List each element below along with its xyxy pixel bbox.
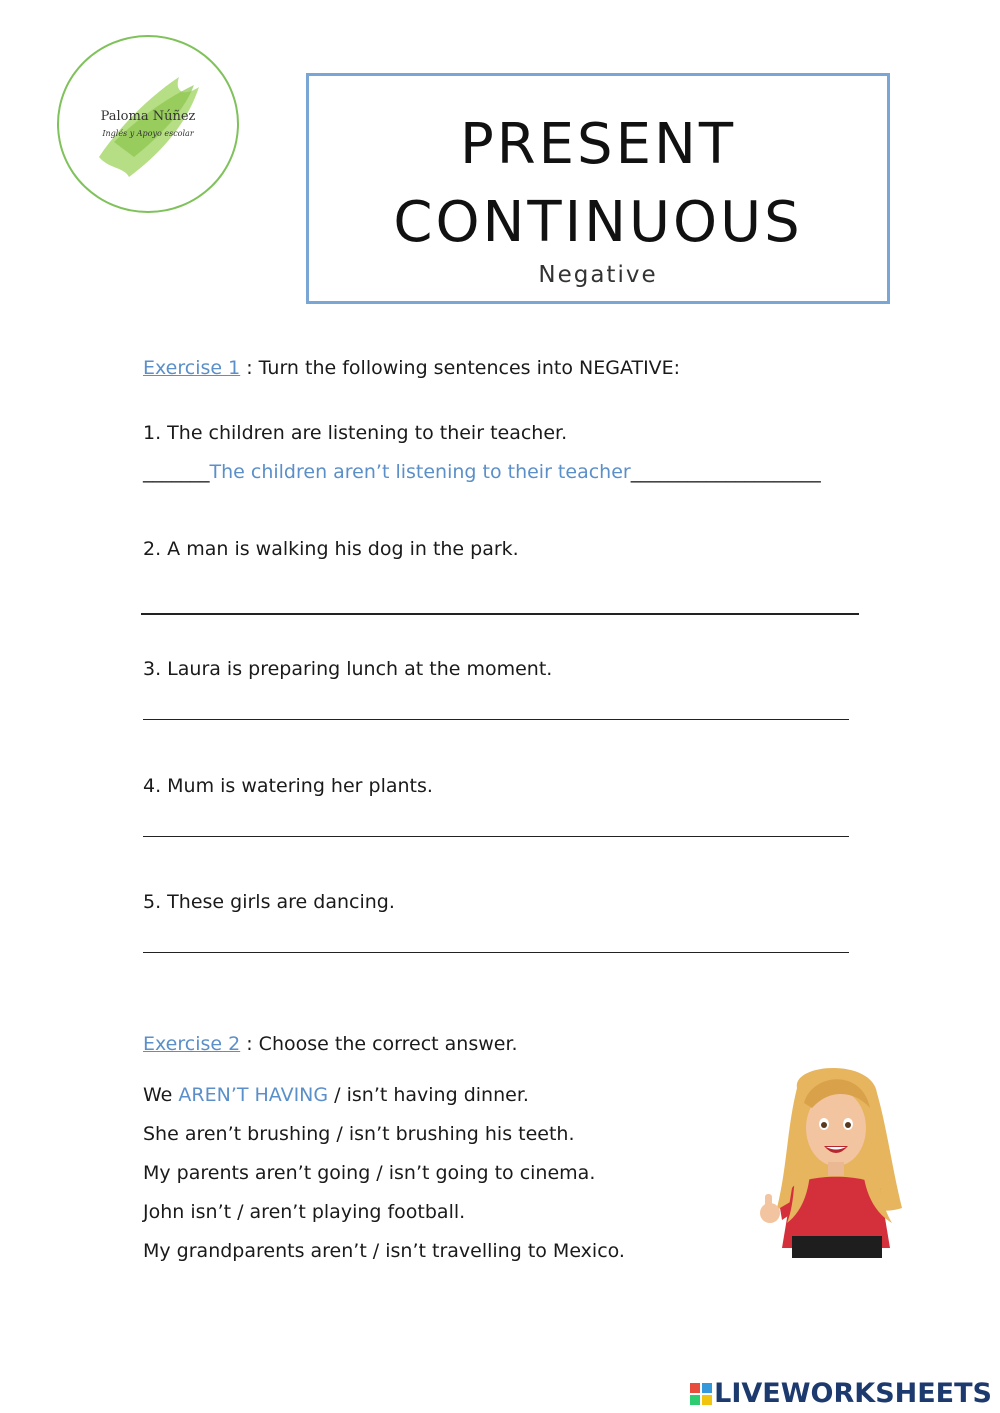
exercise-2-item-5[interactable]: My grandparents aren’t / isn’t travelling to Mexico.	[143, 1240, 625, 1262]
logo-name: Paloma Núñez	[100, 109, 196, 124]
title-box	[306, 73, 890, 304]
logo	[57, 35, 239, 213]
exercise-1-label: Exercise 1	[143, 357, 241, 379]
footer-brand: LIVEWORKSHEETS	[714, 1378, 992, 1409]
exercise-1-instruction: : Turn the following sentences into NEGATIVE:	[240, 357, 681, 379]
selected-answer[interactable]: AREN’T HAVING	[178, 1084, 329, 1106]
exercise-2-heading	[143, 1032, 518, 1056]
exercise-1-sentence-1: 1. The children are listening to their teacher.	[143, 422, 568, 444]
exercise-1-sentence-5: 5. These girls are dancing.	[143, 891, 395, 913]
logo-subtitle: Inglés y Apoyo escolar	[102, 129, 194, 138]
liveworksheets-footer[interactable]	[690, 1378, 992, 1409]
answer-line-5[interactable]	[143, 952, 849, 953]
answer-prefix-line: _______	[143, 461, 210, 483]
exercise-2-item-4[interactable]: John isn’t / aren’t playing football.	[143, 1201, 466, 1223]
exercise-1-answer-1	[143, 460, 821, 484]
liveworksheets-logo-icon	[690, 1383, 712, 1405]
exercise-2-label: Exercise 2	[143, 1033, 241, 1055]
title-line-2: CONTINUOUS	[393, 190, 803, 255]
item-1-before: We	[143, 1084, 179, 1106]
exercise-2-item-1	[143, 1083, 529, 1107]
answer-suffix-line: ____________________	[630, 461, 821, 483]
title-subtitle: Negative	[538, 262, 658, 288]
exercise-1-heading	[143, 356, 680, 380]
exercise-2-item-2[interactable]: She aren’t brushing / isn’t brushing his teeth.	[143, 1123, 575, 1145]
exercise-2-item-3[interactable]: My parents aren’t going / isn’t going to cinema.	[143, 1162, 596, 1184]
answer-line-3[interactable]	[143, 719, 849, 720]
exercise-1-sentence-2: 2. A man is walking his dog in the park.	[143, 538, 519, 560]
exercise-1-sentence-4: 4. Mum is watering her plants.	[143, 775, 433, 797]
item-1-after: / isn’t having dinner.	[328, 1084, 529, 1106]
title-line-1: PRESENT	[459, 112, 737, 177]
teacher-avatar	[752, 1058, 917, 1258]
answer-1-text: The children aren’t listening to their teacher	[209, 461, 631, 483]
exercise-1-sentence-3: 3. Laura is preparing lunch at the moment.	[143, 658, 553, 680]
answer-line-2[interactable]	[141, 613, 859, 615]
green-brush-splash	[59, 37, 239, 213]
answer-line-4[interactable]	[143, 836, 849, 837]
exercise-2-instruction: : Choose the correct answer.	[240, 1033, 518, 1055]
